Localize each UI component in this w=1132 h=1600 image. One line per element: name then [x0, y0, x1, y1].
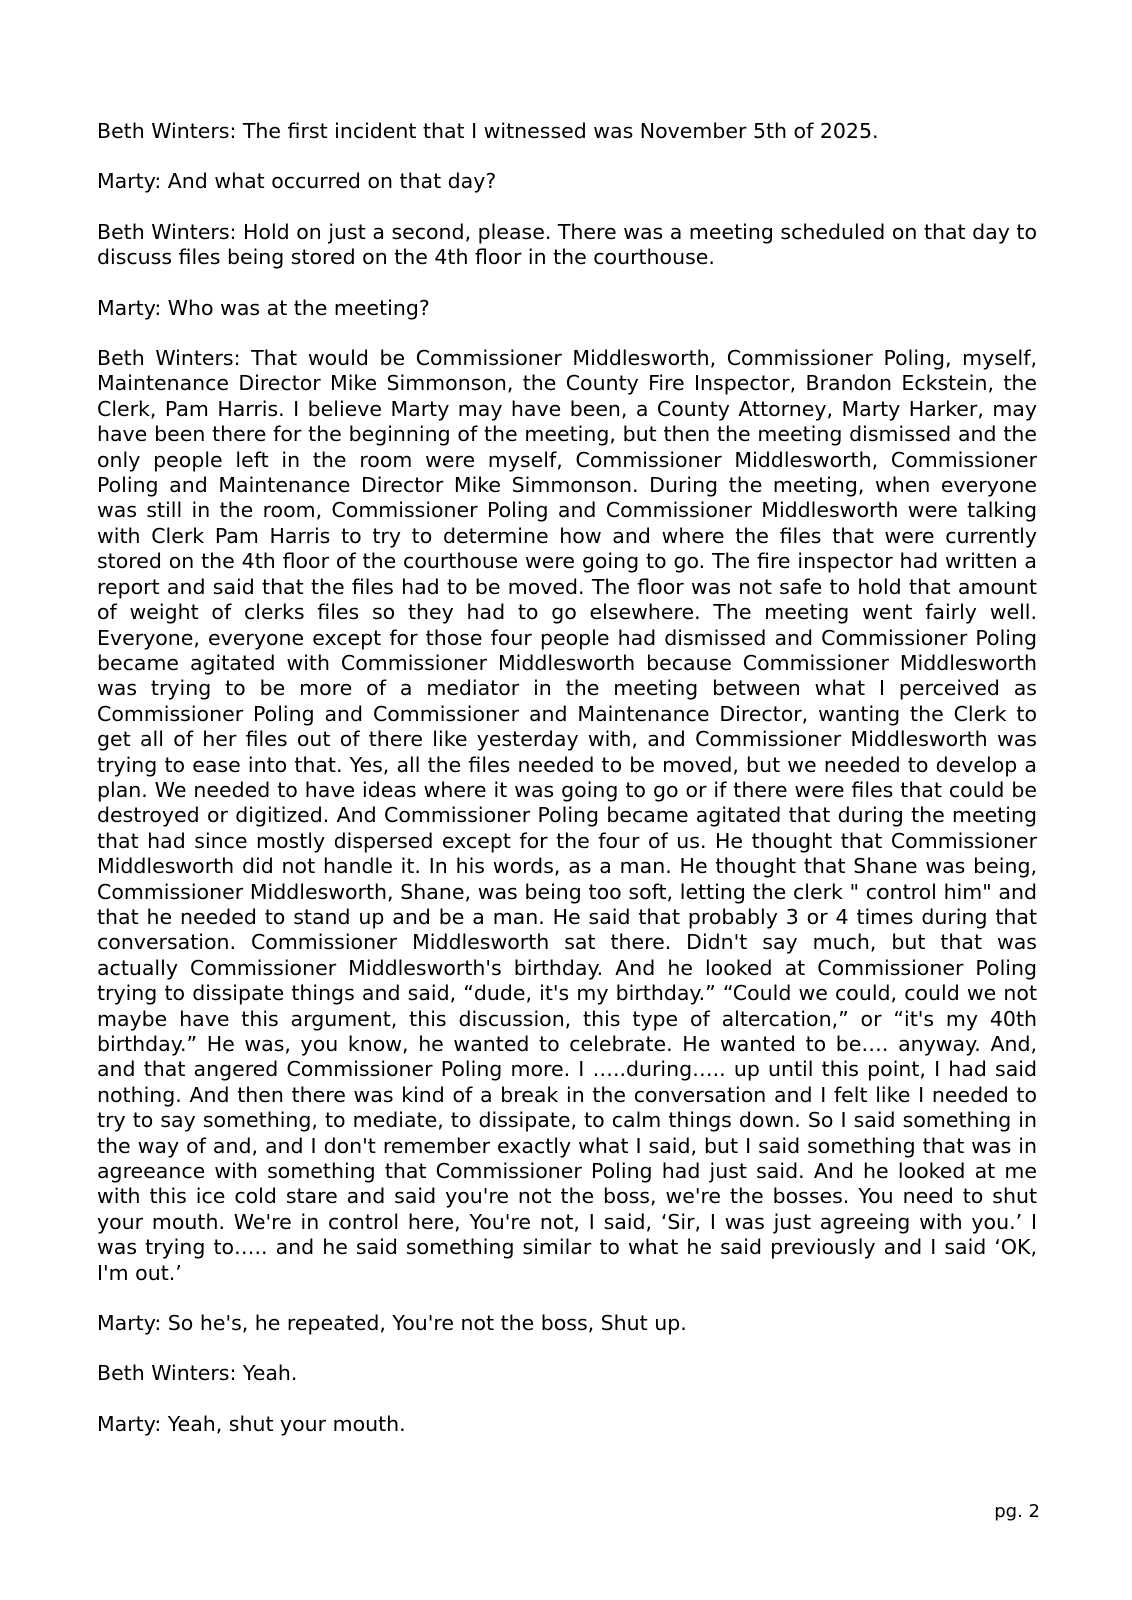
transcript-paragraph: Beth Winters: Hold on just a second, please. There was a meeting scheduled on that day to discuss files being stored on the 4th floor in the courthouse.	[97, 219, 1037, 270]
transcript-paragraph: Marty: Who was at the meeting?	[97, 295, 430, 320]
transcript-paragraph: Beth Winters: Yeah.	[97, 1361, 298, 1386]
page-number: pg. 2	[994, 1501, 1040, 1522]
transcript-paragraph: Marty: Yeah, shut your mouth.	[97, 1411, 406, 1436]
transcript-paragraph: Beth Winters: The first incident that I witnessed was November 5th of 2025.	[97, 119, 879, 143]
transcript-paragraph: Marty: And what occurred on that day?	[97, 169, 497, 194]
transcript-paragraph: Beth Winters: That would be Commissioner Middlesworth, Commissioner Poling, myself, Maintenance Director Mike Simmonson, the County Fire Inspector, Brandon Eckstein, the Clerk, Pam Harris. I believe Marty may have been, a County Attorney, Marty Harker, may have been there for the beginning of the meeting, but then the meeting dismissed and the only people left in the room were myself, Commissioner Middlesworth, Commissioner Poling and Maintenance Director Mike Simmonson. During the meeting, when everyone was still in the room, Commissioner Poling and Commissioner Middlesworth were talking with Clerk Pam Harris to try to determine how and where the files that were currently stored on the 4th floor of the courthouse were going to go. The fire inspector had written a report and said that the files had to be moved. The floor was not safe to hold that amount of weight of clerks files so they had to go elsewhere. The meeting went fairly well. Everyone, everyone except for those four people had dismissed and Commissioner Poling became agitated with Commissioner Middlesworth because Commissioner Middlesworth was trying to be more of a mediator in the meeting between what I perceived as Commissioner Poling and Commissioner and Maintenance Director, wanting the Clerk to get all of her files out of there like yesterday with, and Commissioner Middlesworth was trying to ease into that. Yes, all the files needed to be moved, but we needed to develop a plan. We needed to have ideas where it was going to go or if there were files that could be destroyed or digitized. And Commissioner Poling became agitated that during the meeting that had since mostly dispersed except for the four of us. He thought that Commissioner Middlesworth did not handle it. In his words, as a man. He thought that Shane was being, Commissioner Middlesworth, Shane, was being too soft, letting the clerk " control him" and that he needed to stand up and be a man. He said that probably 3 or 4 times during that conversation. Commissioner Middlesworth sat there. Didn't say much, but that was actually Commissioner Middlesworth's birthday. And he looked at Commissioner Poling trying to dissipate things and said, “dude, it's my birthday.” “Could we could, could we not maybe have this argument, this discussion, this type of altercation,” or “it's my 40th birthday.” He was, you know, he wanted to celebrate. He wanted to be…. anyway. And, and that angered Commissioner Poling more. I …..during….. up until this point, I had said nothing. And then there was kind of a break in the conversation and I felt like I needed to try to say something, to mediate, to dissipate, to calm things down. So I said something in the way of and, and I don't remember exactly what I said, but I said something that was in agreeance with something that Commissioner Poling had just said. And he looked at me with this ice cold stare and said you're not the boss, we're the bosses. You need to shut your mouth. We're in control here, You're not, I said, ‘Sir, I was just agreeing with you.’ I was trying to….. and he said something similar to what he said previously and I said ‘OK, I'm out.’	[97, 346, 1037, 1285]
transcript-body	[97, 119, 1037, 1462]
transcript-paragraph: Marty: So he's, he repeated, You're not the boss, Shut up.	[97, 1311, 687, 1336]
